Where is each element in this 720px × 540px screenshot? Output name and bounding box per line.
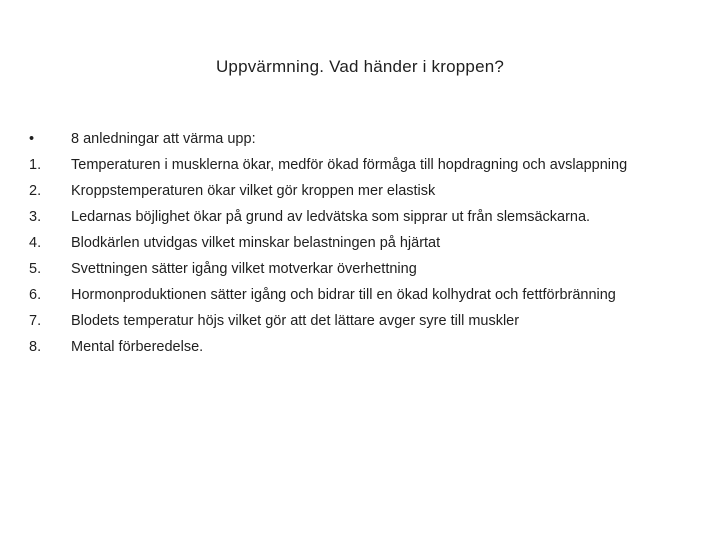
item-number: 8. — [29, 339, 42, 355]
list-item — [0, 256, 720, 282]
item-number: 6. — [29, 287, 42, 303]
list-item — [0, 230, 720, 256]
reasons-list — [0, 126, 720, 360]
list-item — [0, 204, 720, 230]
list-item — [0, 152, 720, 178]
item-number: 4. — [29, 235, 42, 251]
item-text: Blodets temperatur höjs vilket gör att det lättare avger syre till muskler — [71, 313, 520, 329]
item-text: Blodkärlen utvidgas vilket minskar belastningen på hjärtat — [71, 235, 441, 251]
item-text: Hormonproduktionen sätter igång och bidrar till en ökad kolhydrat och fettförbränning — [71, 287, 616, 303]
item-number: 7. — [29, 313, 42, 329]
list-item — [0, 178, 720, 204]
list-item — [0, 308, 720, 334]
item-text: Mental förberedelse. — [71, 339, 204, 355]
bullet-marker: • — [29, 131, 35, 147]
item-number: 1. — [29, 157, 42, 173]
item-number: 3. — [29, 209, 42, 225]
item-text: Temperaturen i musklerna ökar, medför ökad förmåga till hopdragning och avslappning — [71, 157, 628, 173]
list-item — [0, 334, 720, 360]
item-text: Kroppstemperaturen ökar vilket gör kroppen mer elastisk — [71, 183, 436, 199]
list-item — [0, 282, 720, 308]
item-text: Ledarnas böjlighet ökar på grund av ledvätska som sipprar ut från slemsäckarna. — [71, 209, 591, 225]
item-text: Svettningen sätter igång vilket motverkar överhettning — [71, 261, 417, 277]
intro-text: 8 anledningar att värma upp: — [71, 131, 256, 147]
intro-item — [0, 126, 720, 152]
item-number: 2. — [29, 183, 42, 199]
item-number: 5. — [29, 261, 42, 277]
slide-title: Uppvärmning. Vad händer i kroppen? — [215, 57, 505, 76]
